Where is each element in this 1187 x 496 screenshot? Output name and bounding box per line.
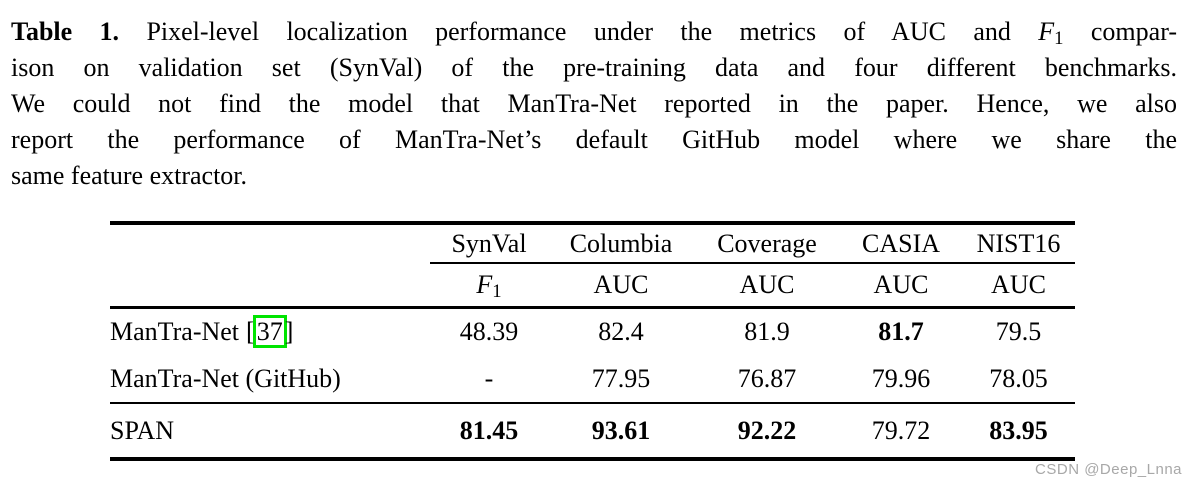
cell-mantranet-synval: 48.39 <box>459 316 519 346</box>
caption-text: compar- <box>1063 17 1177 46</box>
cell-github-casia: 79.96 <box>840 355 962 403</box>
table-caption <box>11 14 1177 194</box>
f1-subscript: 1 <box>1054 28 1064 50</box>
metric-corner-cell <box>110 263 430 307</box>
caption-line-4: report the performance of ManTra-Net’s default GitHub model where we share the <box>11 125 1177 154</box>
table-row-mantranet-github <box>110 355 1075 403</box>
cell-span-nist16: 83.95 <box>989 415 1048 445</box>
caption-text: Pixel-level localization performance under the metrics of AUC and <box>119 17 1039 46</box>
cell-span-columbia: 93.61 <box>591 415 651 445</box>
col-header-synval: SynVal <box>430 223 548 263</box>
row-label-span: SPAN <box>110 415 175 445</box>
csdn-watermark: CSDN @Deep_Lnna <box>1035 461 1182 478</box>
cell-span-coverage: 92.22 <box>737 415 797 445</box>
citation-link-37[interactable]: 37 <box>253 315 287 348</box>
cell-mantranet-coverage: 81.9 <box>744 316 790 346</box>
metric-header-row <box>110 263 1075 307</box>
citation-37 <box>246 317 293 346</box>
cell-mantranet-casia: 81.7 <box>878 316 924 346</box>
metric-auc-nist16: AUC <box>962 263 1075 307</box>
header-corner-cell <box>110 223 430 263</box>
table-row-span <box>110 403 1075 459</box>
caption-line-5: same feature extractor. <box>11 161 248 190</box>
metric-auc-columbia: AUC <box>548 263 694 307</box>
metric-f1 <box>430 263 548 307</box>
caption-line-2: ison on validation set (SynVal) of the pre-training data and four different benchmarks. <box>11 53 1177 82</box>
row-label-text: ManTra-Net <box>110 317 240 347</box>
f1-symbol: F <box>476 269 493 299</box>
cell-mantranet-nist16: 79.5 <box>995 316 1042 346</box>
cell-github-columbia: 77.95 <box>548 355 694 403</box>
benchmark-header-row <box>110 223 1075 263</box>
caption-line-1 <box>11 14 1177 50</box>
col-header-columbia: Columbia <box>548 223 694 263</box>
row-label-mantranet <box>110 307 430 355</box>
f1-symbol: F <box>1038 17 1055 46</box>
cell-mantranet-columbia: 82.4 <box>598 316 644 346</box>
metric-auc-coverage: AUC <box>694 263 840 307</box>
cell-span-synval: 81.45 <box>459 415 519 445</box>
results-table <box>110 221 1075 461</box>
metric-auc-casia: AUC <box>840 263 962 307</box>
cell-github-coverage: 76.87 <box>694 355 840 403</box>
citation-open-bracket: [ <box>246 317 255 347</box>
col-header-nist16: NIST16 <box>962 223 1075 263</box>
f1-subscript: 1 <box>492 280 502 302</box>
caption-line-3: We could not find the model that ManTra-Net reported in the paper. Hence, we also <box>11 89 1177 118</box>
col-header-casia: CASIA <box>840 223 962 263</box>
caption-table-label: Table 1. <box>11 17 120 46</box>
col-header-coverage: Coverage <box>694 223 840 263</box>
cell-span-casia: 79.72 <box>871 415 931 445</box>
row-label-mantranet-github: ManTra-Net (GitHub) <box>110 355 430 403</box>
cell-github-synval: - <box>430 355 548 403</box>
citation-close-bracket: ] <box>284 317 294 347</box>
cell-github-nist16: 78.05 <box>962 355 1075 403</box>
table-row-mantranet <box>110 307 1075 355</box>
